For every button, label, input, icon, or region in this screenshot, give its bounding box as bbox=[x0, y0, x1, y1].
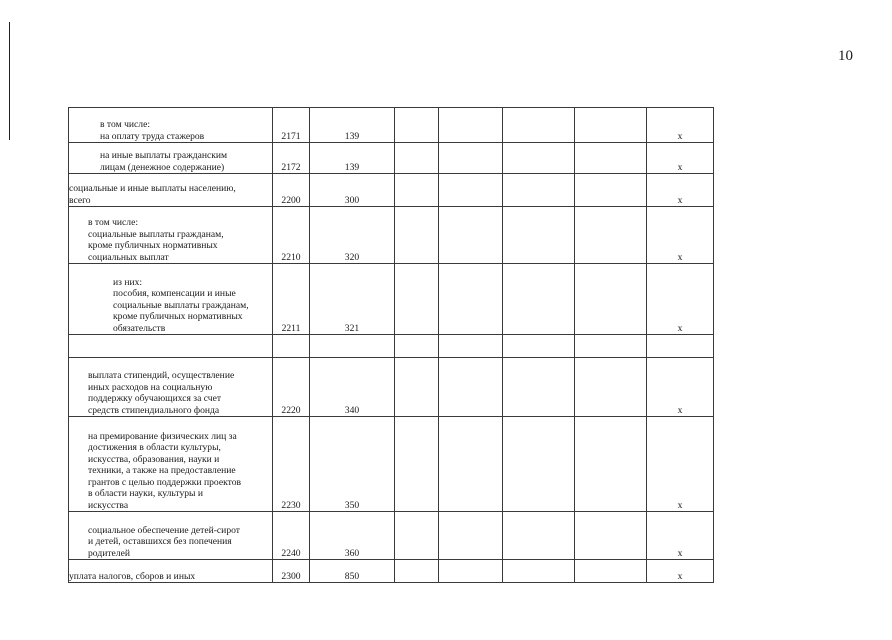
empty-value-cell bbox=[439, 264, 503, 335]
empty-value-cell bbox=[439, 358, 503, 417]
indicator-name-cell bbox=[69, 143, 273, 174]
indicator-name-cell bbox=[69, 358, 273, 417]
indicator-name-line: социальные выплаты гражданам, bbox=[113, 299, 249, 311]
indicator-name-line: социальное обеспечение детей-сирот bbox=[88, 524, 240, 536]
table-row bbox=[69, 143, 714, 174]
empty-value-cell bbox=[575, 417, 647, 512]
indicator-name-cell bbox=[69, 417, 273, 512]
empty-value-cell bbox=[503, 174, 575, 207]
x-mark-cell bbox=[647, 335, 714, 358]
empty-value-cell bbox=[503, 264, 575, 335]
x-mark-cell: x bbox=[647, 207, 714, 264]
empty-value-cell bbox=[575, 143, 647, 174]
x-mark-cell: x bbox=[647, 264, 714, 335]
empty-value-cell bbox=[439, 512, 503, 560]
line-code-cell: 2240 bbox=[273, 512, 310, 560]
empty-value-cell bbox=[395, 335, 439, 358]
indicator-name-line: кроме публичных нормативных bbox=[113, 311, 243, 322]
classification-code-cell: 360 bbox=[310, 512, 395, 560]
indicator-name-line: на оплату труда стажеров bbox=[100, 130, 205, 142]
x-mark-cell: x bbox=[647, 358, 714, 417]
table-row bbox=[69, 207, 714, 264]
indicator-name-line: лицам (денежное содержание) bbox=[100, 161, 225, 173]
empty-value-cell bbox=[575, 512, 647, 560]
empty-value-cell bbox=[439, 143, 503, 174]
page-number: 10 bbox=[838, 48, 853, 64]
indicator-name-cell bbox=[69, 108, 273, 143]
indicator-name-line: выплата стипендий, осуществление bbox=[88, 370, 235, 381]
empty-value-cell bbox=[575, 335, 647, 358]
indicator-name-line: из них: bbox=[113, 276, 143, 288]
classification-code-cell: 340 bbox=[310, 358, 395, 417]
indicator-name-line: кроме публичных нормативных bbox=[88, 240, 218, 251]
empty-value-cell bbox=[503, 207, 575, 264]
indicator-name-cell bbox=[69, 512, 273, 560]
empty-value-cell bbox=[503, 335, 575, 358]
empty-value-cell bbox=[395, 512, 439, 560]
empty-table-row bbox=[69, 335, 714, 358]
scan-margin-line bbox=[9, 22, 10, 140]
indicator-name-line: на премирование физических лиц за bbox=[88, 430, 237, 442]
empty-value-cell bbox=[575, 108, 647, 143]
empty-value-cell bbox=[395, 174, 439, 207]
x-mark-cell: x bbox=[647, 174, 714, 207]
expense-table bbox=[68, 107, 714, 583]
indicator-name-line: искусства bbox=[88, 499, 129, 511]
empty-value-cell bbox=[439, 174, 503, 207]
empty-value-cell bbox=[395, 417, 439, 512]
indicator-name-line: обязательств bbox=[113, 322, 166, 334]
empty-value-cell bbox=[503, 358, 575, 417]
line-code-cell: 2300 bbox=[273, 560, 310, 583]
line-code-cell: 2230 bbox=[273, 417, 310, 512]
indicator-name-line: поддержку обучающихся за счет bbox=[88, 393, 222, 404]
empty-value-cell bbox=[503, 417, 575, 512]
empty-value-cell bbox=[439, 560, 503, 583]
empty-value-cell bbox=[575, 264, 647, 335]
indicator-name-line: уплата налогов, сборов и иных bbox=[69, 570, 196, 582]
indicator-name-line: социальных выплат bbox=[88, 251, 169, 263]
indicator-name-line: в области науки, культуры и bbox=[88, 488, 204, 499]
empty-value-cell bbox=[395, 143, 439, 174]
indicator-name-cell bbox=[69, 264, 273, 335]
classification-code-cell: 350 bbox=[310, 417, 395, 512]
line-code-cell: 2172 bbox=[273, 143, 310, 174]
indicator-name-line: социальные выплаты гражданам, bbox=[88, 228, 224, 240]
empty-value-cell bbox=[395, 207, 439, 264]
table-row bbox=[69, 417, 714, 512]
empty-value-cell bbox=[575, 174, 647, 207]
empty-value-cell bbox=[395, 108, 439, 143]
classification-code-cell: 139 bbox=[310, 143, 395, 174]
empty-value-cell bbox=[395, 264, 439, 335]
empty-value-cell bbox=[575, 207, 647, 264]
classification-code-cell: 320 bbox=[310, 207, 395, 264]
table-row bbox=[69, 560, 714, 583]
line-code-cell: 2210 bbox=[273, 207, 310, 264]
empty-value-cell bbox=[575, 358, 647, 417]
empty-value-cell bbox=[439, 207, 503, 264]
classification-code-cell: 139 bbox=[310, 108, 395, 143]
indicator-name-line: социальные и иные выплаты населению, bbox=[69, 183, 236, 194]
table-row bbox=[69, 264, 714, 335]
line-code-cell: 2211 bbox=[273, 264, 310, 335]
indicator-name-line: на иные выплаты гражданским bbox=[100, 150, 228, 161]
indicator-name-cell bbox=[69, 174, 273, 207]
indicator-name-line: и детей, оставшихся без попечения bbox=[88, 536, 232, 547]
empty-value-cell bbox=[439, 108, 503, 143]
indicator-name-line: грантов с целью поддержки проектов bbox=[88, 476, 242, 488]
empty-value-cell bbox=[575, 560, 647, 583]
x-mark-cell: x bbox=[647, 417, 714, 512]
indicator-name-cell bbox=[69, 560, 273, 583]
table-row bbox=[69, 174, 714, 207]
line-code-cell: 2220 bbox=[273, 358, 310, 417]
empty-value-cell bbox=[439, 335, 503, 358]
indicator-name-line: средств стипендиального фонда bbox=[88, 404, 220, 416]
table-row bbox=[69, 108, 714, 143]
line-code-cell: 2200 bbox=[273, 174, 310, 207]
indicator-name-line: родителей bbox=[88, 547, 130, 559]
x-mark-cell: x bbox=[647, 560, 714, 583]
x-mark-cell: x bbox=[647, 143, 714, 174]
empty-value-cell bbox=[395, 560, 439, 583]
indicator-name-line: всего bbox=[69, 194, 91, 206]
table-row bbox=[69, 358, 714, 417]
classification-code-cell: 321 bbox=[310, 264, 395, 335]
empty-value-cell bbox=[439, 417, 503, 512]
indicator-name-line: пособия, компенсации и иные bbox=[113, 288, 236, 299]
classification-code-cell: 850 bbox=[310, 560, 395, 583]
empty-value-cell bbox=[503, 108, 575, 143]
indicator-name-line: в том числе: bbox=[100, 119, 151, 130]
line-code-cell: 2171 bbox=[273, 108, 310, 143]
x-mark-cell: x bbox=[647, 108, 714, 143]
empty-value-cell bbox=[503, 143, 575, 174]
indicator-name-line: техники, а также на предоставление bbox=[88, 465, 236, 476]
indicator-name-cell bbox=[69, 335, 273, 358]
indicator-name-line: иных расходов на социальную bbox=[88, 381, 213, 393]
classification-code-cell bbox=[310, 335, 395, 358]
line-code-cell bbox=[273, 335, 310, 358]
table-row bbox=[69, 512, 714, 560]
empty-value-cell bbox=[503, 512, 575, 560]
empty-value-cell bbox=[503, 560, 575, 583]
indicator-name-line: искусства, образования, науки и bbox=[88, 453, 220, 465]
indicator-name-line: в том числе: bbox=[88, 217, 139, 228]
x-mark-cell: x bbox=[647, 512, 714, 560]
classification-code-cell: 300 bbox=[310, 174, 395, 207]
empty-value-cell bbox=[395, 358, 439, 417]
indicator-name-cell bbox=[69, 207, 273, 264]
indicator-name-line: достижения в области культуры, bbox=[88, 442, 221, 453]
